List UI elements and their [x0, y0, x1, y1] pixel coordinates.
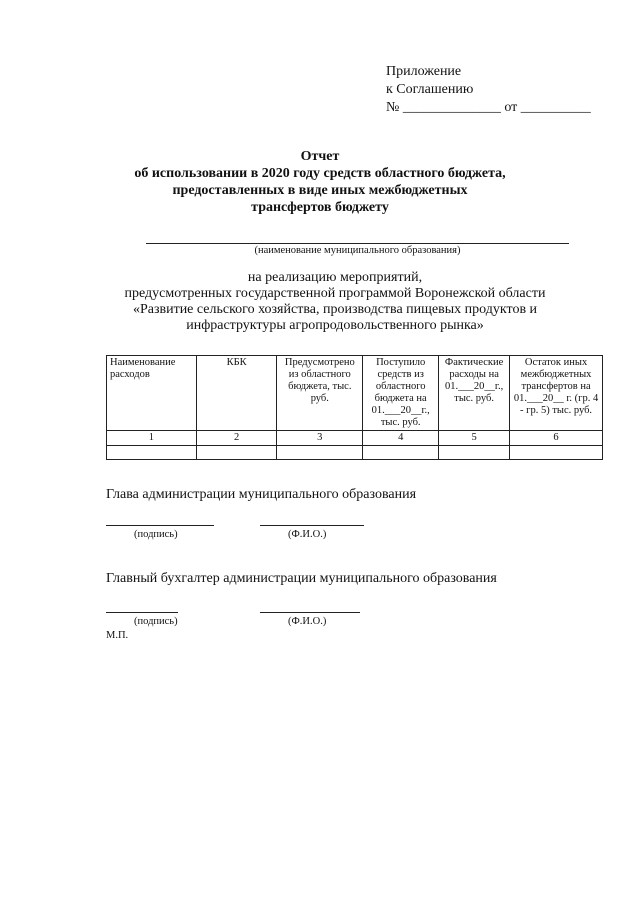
header-actual: Фактические расходы на 01.___20__г., тыс. руб.: [439, 356, 510, 431]
annex-header: [386, 63, 591, 117]
title-line-1: Отчет: [300, 149, 340, 164]
table-cell: [107, 446, 197, 460]
column-number: 3: [277, 431, 363, 446]
accountant-signature-line: [106, 612, 178, 613]
purpose-text: [100, 270, 570, 334]
header-received: Поступило средств из областного бюджета на 01.___20__г., тыс. руб.: [363, 356, 439, 431]
annex-line-3: № ______________ от __________: [386, 100, 591, 115]
table-cell: [277, 446, 363, 460]
report-title: [120, 148, 520, 216]
municipality-caption: (наименование муниципального образования): [254, 245, 461, 256]
stamp-placeholder: М.П.: [106, 630, 129, 641]
column-number: 1: [107, 431, 197, 446]
column-number: 4: [363, 431, 439, 446]
title-line-4: трансфертов бюджету: [251, 200, 389, 215]
head-signature-line: [106, 525, 214, 526]
head-name-line: [260, 525, 364, 526]
table-cell: [196, 446, 277, 460]
table-row: [107, 446, 603, 460]
header-expense-name: Наименование расходов: [107, 356, 197, 431]
head-signature-title: Глава администрации муниципального образования: [106, 487, 417, 502]
purpose-line-2: предусмотренных государственной программой Воронежской области: [124, 286, 546, 301]
accountant-name-caption: (Ф.И.О.): [288, 616, 327, 627]
title-line-2: об использовании в 2020 году средств областного бюджета,: [134, 166, 506, 181]
report-table: [106, 355, 603, 460]
table-header-row: [107, 356, 603, 431]
purpose-line-4: инфраструктуры агропродовольственного рынка»: [186, 318, 484, 333]
head-name-caption: (Ф.И.О.): [288, 529, 327, 540]
annex-line-1: Приложение: [386, 64, 462, 79]
table-cell: [439, 446, 510, 460]
accountant-signature-title: Главный бухгалтер администрации муниципального образования: [106, 571, 497, 586]
table-number-row: [107, 431, 603, 446]
header-kbk: КБК: [196, 356, 277, 431]
table-cell: [363, 446, 439, 460]
municipality-underline: [146, 243, 569, 244]
column-number: 2: [196, 431, 277, 446]
column-number: 5: [439, 431, 510, 446]
accountant-signature-caption: (подпись): [134, 616, 178, 627]
purpose-line-3: «Развитие сельского хозяйства, производства пищевых продуктов и: [132, 302, 538, 317]
header-remainder: Остаток иных межбюджетных трансфертов на 01.___20__ г. (гр. 4 - гр. 5) тыс. руб.: [510, 356, 603, 431]
purpose-line-1: на реализацию мероприятий,: [247, 270, 423, 285]
header-planned: Предусмотрено из областного бюджета, тыс. руб.: [277, 356, 363, 431]
column-number: 6: [510, 431, 603, 446]
title-line-3: предоставленных в виде иных межбюджетных: [172, 183, 468, 198]
accountant-name-line: [260, 612, 360, 613]
annex-line-2: к Соглашению: [386, 82, 474, 97]
head-signature-caption: (подпись): [134, 529, 178, 540]
table-cell: [510, 446, 603, 460]
